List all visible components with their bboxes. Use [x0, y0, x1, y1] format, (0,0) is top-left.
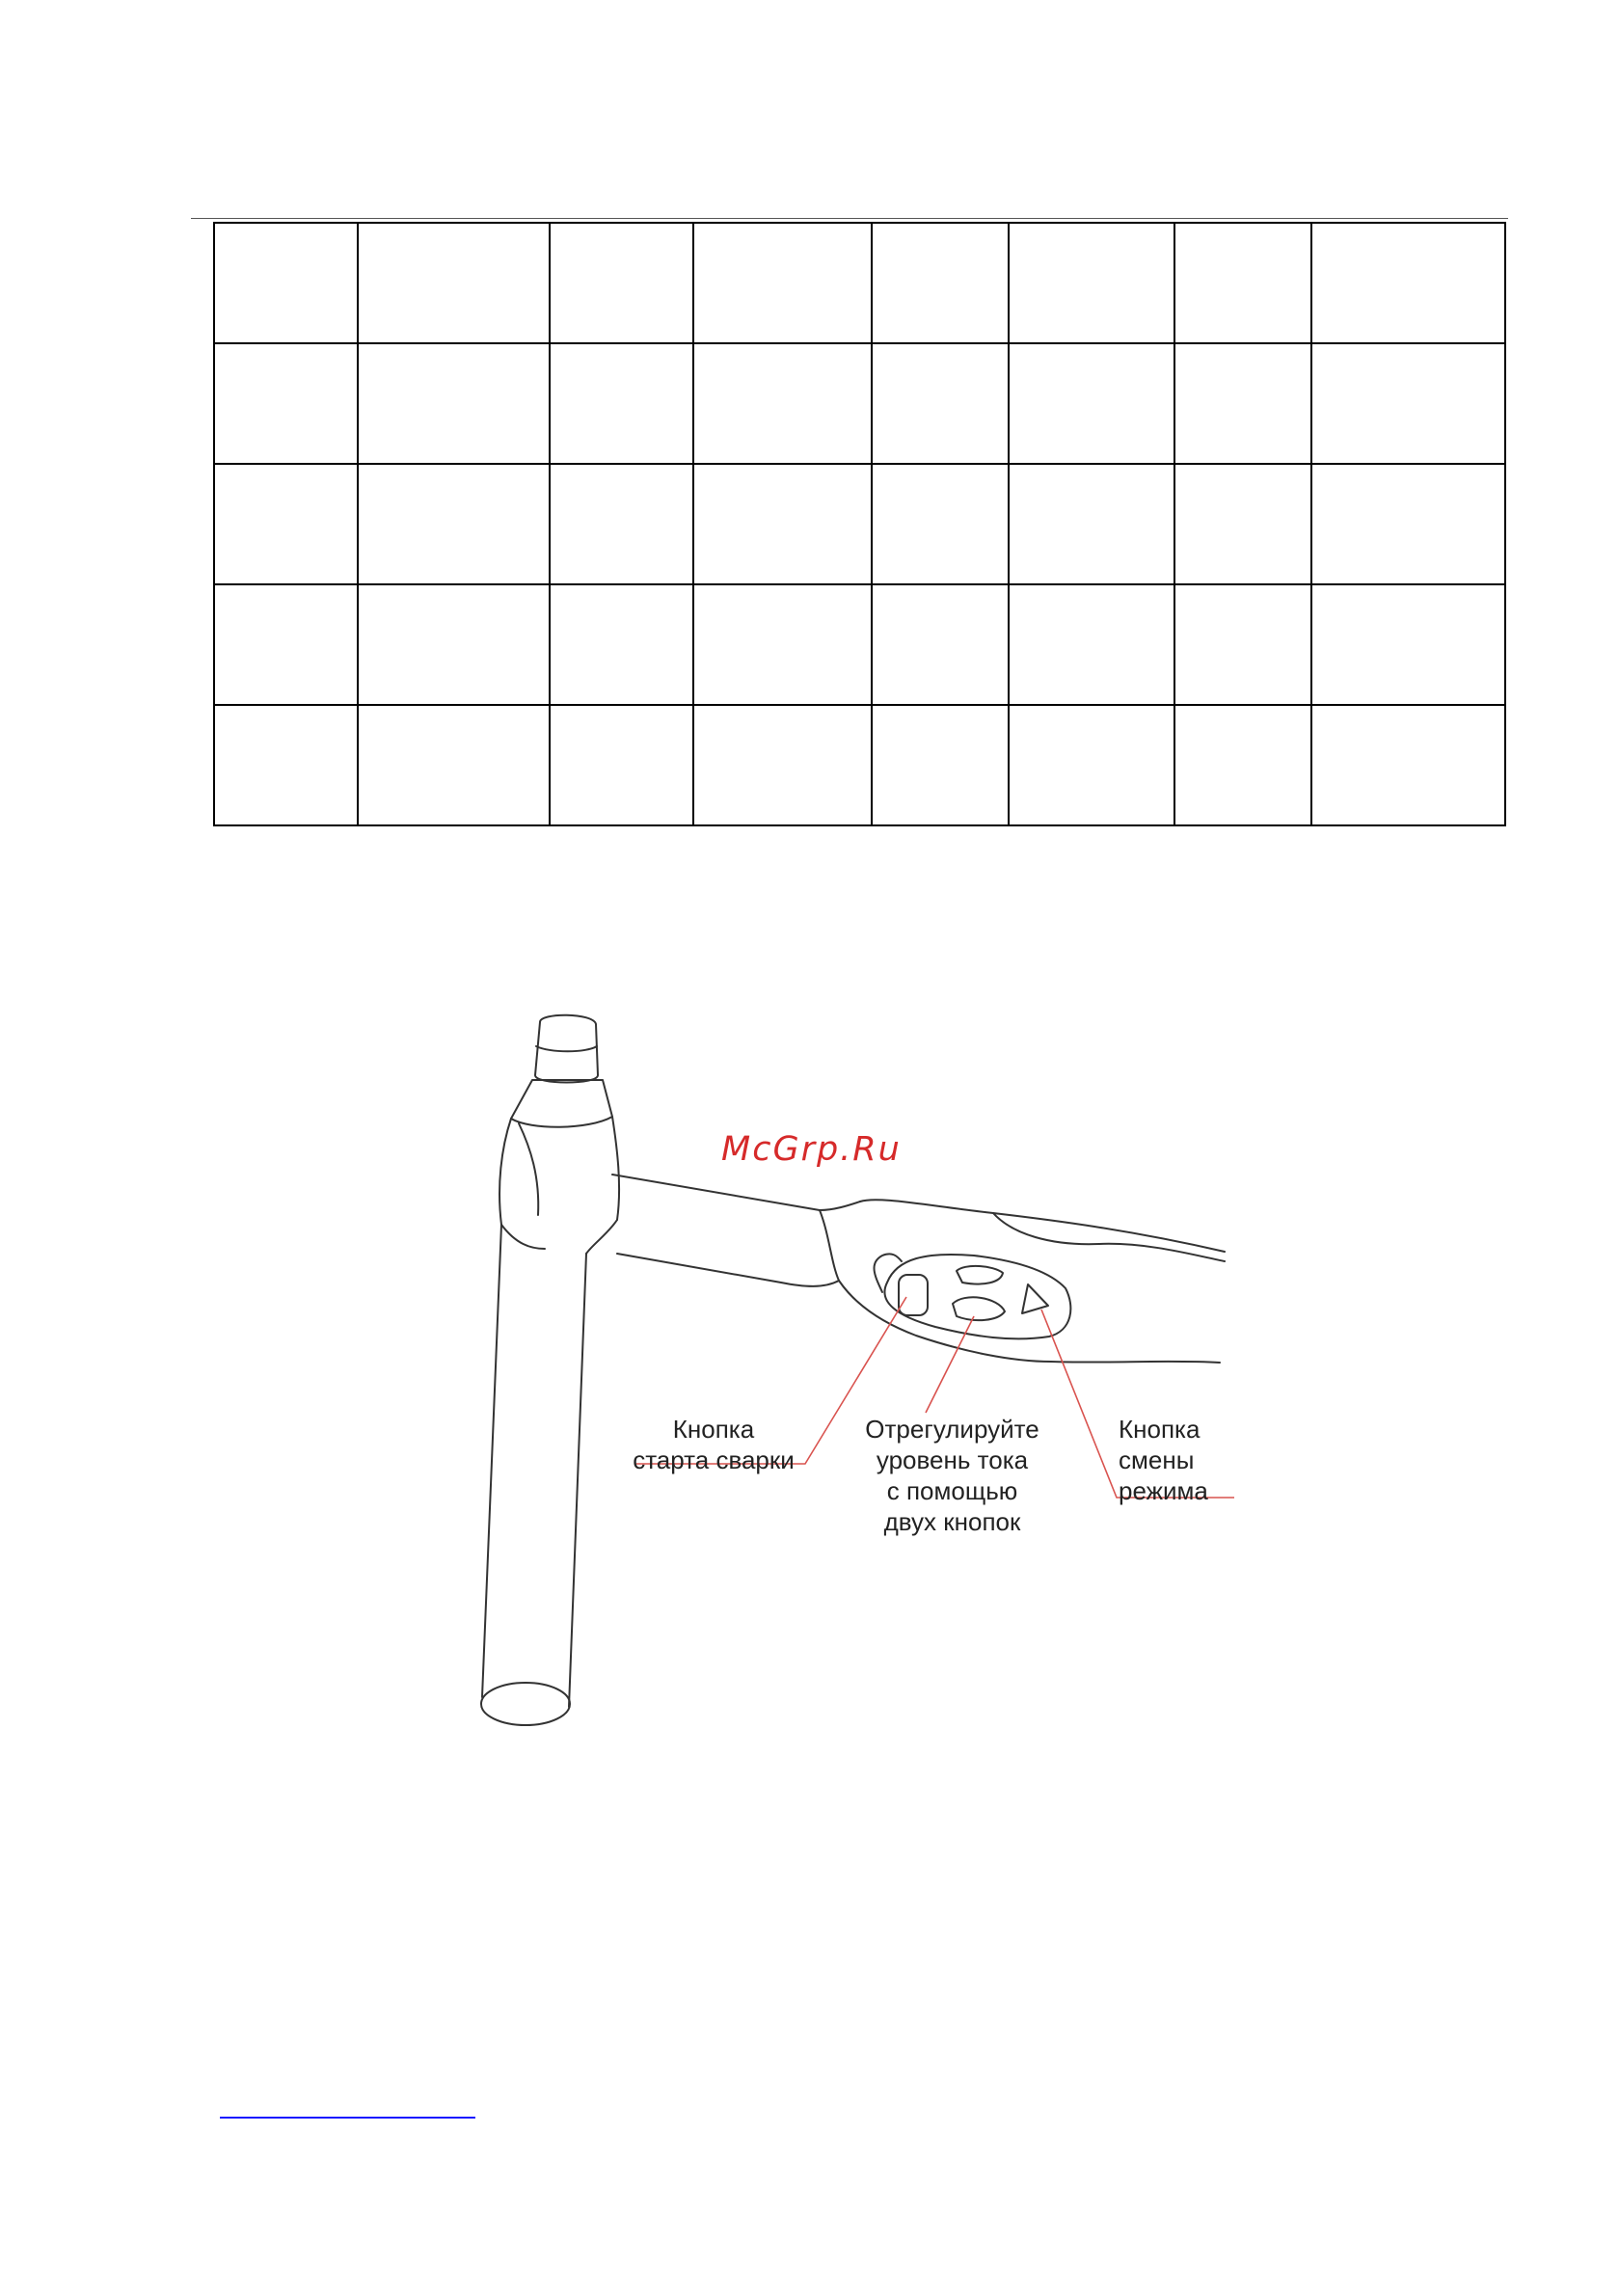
table-cell: [550, 464, 693, 584]
table-cell: [693, 223, 872, 343]
table-cell: [550, 343, 693, 464]
table-cell: [1174, 705, 1311, 825]
table-cell: [1009, 584, 1174, 705]
table-cell: [1009, 343, 1174, 464]
callout-line: режима: [1119, 1476, 1208, 1505]
table-cell: [1174, 343, 1311, 464]
torch-neck: [511, 1080, 612, 1127]
table-cell: [693, 584, 872, 705]
table-cell: [872, 343, 1009, 464]
table-cell: [214, 584, 358, 705]
table-cell: [872, 464, 1009, 584]
start-button-icon: [899, 1275, 928, 1315]
torch-handle: [860, 1200, 1225, 1252]
table-cell: [358, 343, 550, 464]
table-cell: [358, 223, 550, 343]
table-cell: [1311, 584, 1505, 705]
table-cell: [358, 584, 550, 705]
table-cell: [1311, 223, 1505, 343]
table-cell: [693, 705, 872, 825]
table-cell: [1009, 705, 1174, 825]
table-cell: [214, 705, 358, 825]
table-cell: [693, 343, 872, 464]
table-row: [214, 223, 1505, 343]
torch-shaft: [482, 1225, 586, 1707]
table-cell: [1311, 464, 1505, 584]
table-cell: [358, 464, 550, 584]
callout-line: старта сварки: [633, 1445, 795, 1474]
current-up-button-icon: [957, 1266, 1003, 1284]
callout-line: уровень тока: [876, 1445, 1029, 1474]
table-cell: [872, 584, 1009, 705]
table-row: [214, 705, 1505, 825]
table-cell: [872, 223, 1009, 343]
table-cell: [1009, 223, 1174, 343]
table-cell: [1311, 343, 1505, 464]
start-button-callout: [627, 1414, 800, 1475]
table-cell: [1009, 464, 1174, 584]
adjust-current-callout: [849, 1414, 1056, 1537]
footer-link[interactable]: [220, 2117, 475, 2119]
table-cell: [550, 705, 693, 825]
shaft-end: [481, 1683, 570, 1725]
table-cell: [214, 223, 358, 343]
table-row: [214, 584, 1505, 705]
table-cell: [1311, 705, 1505, 825]
callout-line: Отрегулируйте: [865, 1415, 1039, 1444]
table-row: [214, 464, 1505, 584]
table-cell: [358, 705, 550, 825]
table-cell: [1174, 223, 1311, 343]
callout-line: двух кнопок: [883, 1507, 1021, 1536]
table-cell: [872, 705, 1009, 825]
table-cell: [1174, 464, 1311, 584]
header-rule: [191, 218, 1508, 219]
callout-line: смены: [1119, 1445, 1195, 1474]
welding-torch-figure: [472, 1003, 1244, 1765]
mode-button-icon: [1022, 1284, 1048, 1313]
current-down-button-icon: [953, 1297, 1005, 1320]
table-cell: [693, 464, 872, 584]
watermark: McGrp.Ru: [721, 1130, 902, 1169]
table-cell: [550, 584, 693, 705]
torch-arm: [612, 1175, 860, 1210]
callout-line: с помощью: [886, 1476, 1018, 1505]
table-cell: [214, 343, 358, 464]
table-cell: [550, 223, 693, 343]
mode-button-callout: [1119, 1414, 1225, 1506]
callout-line: Кнопка: [1119, 1415, 1201, 1444]
table-cell: [214, 464, 358, 584]
callout-line: Кнопка: [672, 1415, 755, 1444]
table-row: [214, 343, 1505, 464]
table-cell: [1174, 584, 1311, 705]
data-table: [213, 222, 1506, 826]
